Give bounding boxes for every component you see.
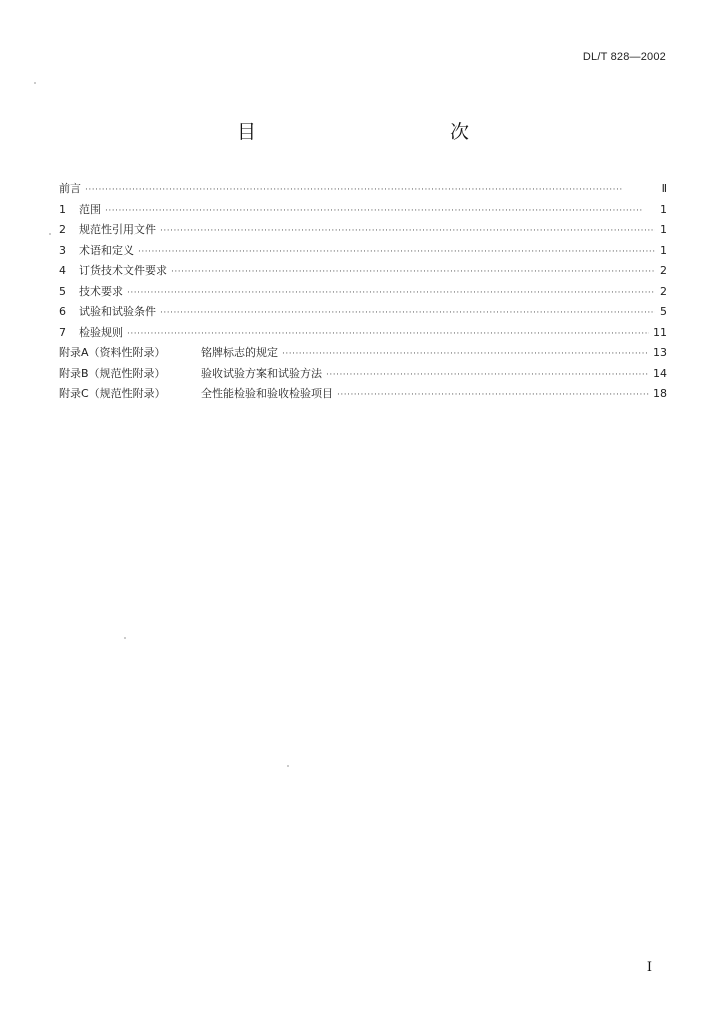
scan-speck: [34, 82, 36, 84]
toc-entry-page: Ⅱ: [661, 182, 667, 195]
toc-leader: [127, 329, 649, 339]
toc-entry-6[interactable]: [59, 303, 667, 324]
toc-entry-label: 技术要求: [79, 284, 123, 298]
toc-entry-label: 铭牌标志的规定: [201, 346, 278, 359]
toc-entry-number: 5: [59, 284, 66, 298]
toc-entry-number: 6: [59, 305, 66, 318]
toc-leader: [326, 370, 649, 380]
toc-entry-foreword[interactable]: [59, 180, 667, 201]
table-of-contents: [59, 180, 667, 406]
toc-leader: [337, 390, 649, 400]
toc-entry-number: 3: [59, 243, 66, 257]
toc-entry-prefix: 附录B（规范性附录）: [59, 366, 166, 380]
scan-speck: [287, 765, 289, 767]
standard-code: DL/T 828—2002: [582, 51, 666, 63]
page-number: I: [646, 960, 652, 975]
toc-entry-label: 全性能检验和验收检验项目: [201, 387, 333, 400]
toc-entry-page: 2: [660, 264, 667, 277]
toc-leader: [127, 288, 655, 298]
toc-entry-3[interactable]: [59, 242, 667, 263]
toc-entry-prefix: 附录A（资料性附录）: [59, 346, 166, 359]
toc-leader: [160, 226, 655, 236]
toc-entry-label: 规范性引用文件: [79, 223, 156, 236]
toc-entry-number: 4: [59, 264, 66, 277]
toc-entry-1[interactable]: [59, 201, 667, 222]
toc-entry-4[interactable]: [59, 262, 667, 283]
toc-leader: [85, 185, 655, 195]
toc-entry-page: 1: [660, 243, 667, 257]
toc-leader: [138, 247, 655, 257]
toc-entry-2[interactable]: [59, 221, 667, 242]
toc-entry-page: 1: [660, 202, 667, 216]
toc-entry-label: 前言: [59, 182, 81, 195]
toc-entry-number: 1: [59, 202, 66, 216]
scan-speck: [49, 233, 51, 235]
page-title: 目 次: [236, 121, 521, 143]
toc-entry-prefix: 附录C（规范性附录）: [59, 387, 166, 400]
toc-entry-label: 验收试验方案和试验方法: [201, 366, 322, 380]
toc-leader: [282, 349, 649, 359]
toc-entry-7[interactable]: [59, 324, 667, 345]
toc-entry-page: 18: [653, 387, 667, 400]
toc-entry-appendix-c[interactable]: [59, 385, 667, 406]
scan-speck: [124, 637, 126, 639]
toc-entry-5[interactable]: [59, 283, 667, 304]
toc-entry-page: 2: [660, 284, 667, 298]
toc-entry-page: 13: [653, 346, 667, 359]
toc-leader: [160, 308, 655, 318]
toc-entry-page: 14: [653, 366, 667, 380]
toc-entry-label: 订货技术文件要求: [79, 264, 167, 277]
toc-entry-label: 检验规则: [79, 325, 123, 339]
toc-leader: [171, 267, 655, 277]
toc-leader: [105, 206, 655, 216]
toc-entry-appendix-b[interactable]: [59, 365, 667, 386]
toc-entry-number: 2: [59, 223, 66, 236]
toc-entry-page: 5: [660, 305, 667, 318]
toc-entry-page: 11: [653, 325, 667, 339]
toc-entry-number: 7: [59, 325, 66, 339]
toc-entry-label: 术语和定义: [79, 243, 134, 257]
toc-entry-appendix-a[interactable]: [59, 344, 667, 365]
toc-entry-label: 试验和试验条件: [79, 305, 156, 318]
toc-entry-page: 1: [660, 223, 667, 236]
toc-entry-label: 范围: [79, 202, 101, 216]
